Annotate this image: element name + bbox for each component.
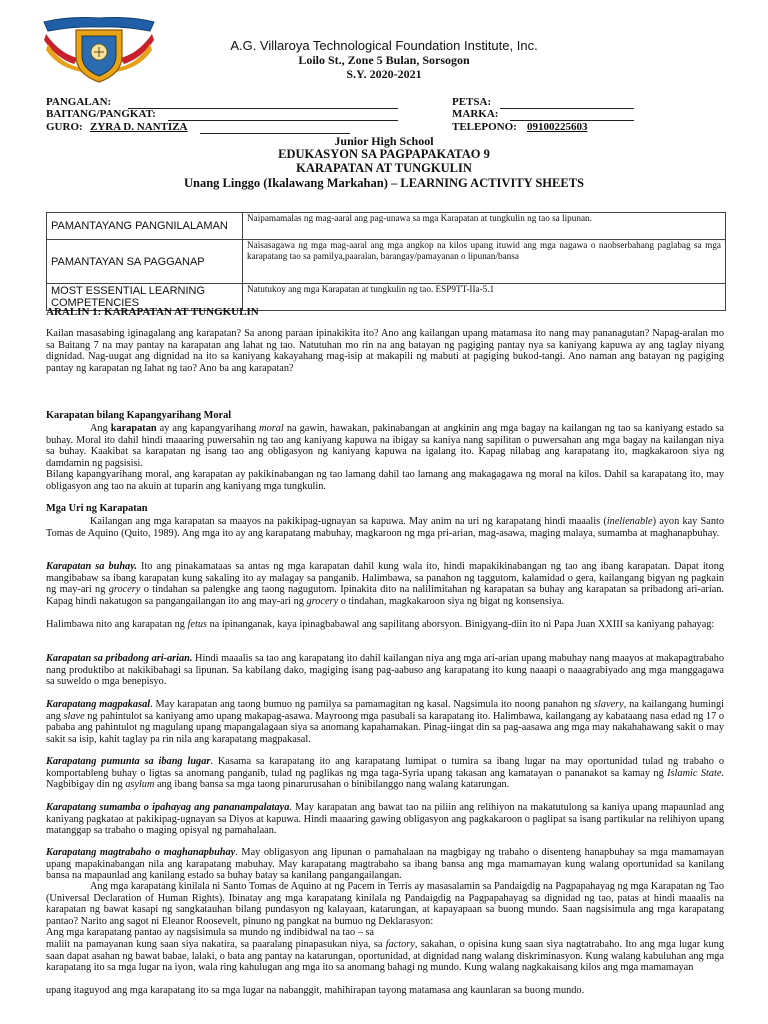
table-label: MOST ESSENTIAL LEARNING COMPETENCIES [47,284,243,311]
date-field[interactable] [500,108,634,109]
competency-table [46,212,726,311]
magpakasal-paragraph: Karapatang magpakasal. May karapatan ang taong bumuo ng pamilya sa pamamagitan ng kasal. Nagsimula ito noong panahon ng slavery, na kailangang humingi ang slave ng pahintulot sa kaniyang amo upang makapag-asawa. Mayroong mga pasubali sa karapatang ito. Halimbawa, kailangang ay kabataang nasa edad ng 17 o pababa ang pahintulot ng magulang upang mapangalagaan siya sa anomang kapahamakan. Pinag-iingat din sa pag-aasawa ang mga may nakahahawang sakit o may sakit sa isip, kahit taglay pa rin nila ang karapatang magpakasal. [46,699,725,745]
grade-label: BAITANG/PANGKAT: [46,108,156,120]
ibang-lugar-paragraph: Karapatang pumunta sa ibang lugar. Kasama sa karapatang ito ang karapatang lumipat o tumira sa ibang lugar na may oportunidad tulad ng trabaho o komportableng buhay o ligtas sa anomang panganib, tulad ng paglikas ng mga taga-Syria upang takasan ang kamatayan o pananakot sa kamay ng Islamic State. Nagbibigay din ng asylum ang ibang bansa sa mga taong pinarurusahan o binibilanggo nang walang katarungan. [46,756,724,791]
magtrabaho-paragraph: Karapatang magtrabaho o maghanapbuhay. May obligasyon ang lipunan o pamahalaan na magbigay ng trabaho o disenteng hanapbuhay sa mga mamamayan upang mapakinabangan nila ang karapatang mabuhay. May karapatang magtrabaho sa ibang bansa ang mga mamamayan kung walang oportunidad sa kanilang bansa na mapaunlad ang kanilang estado sa buhay batay sa kanilang pangangailangan. [46,847,724,882]
table-value: Natutukoy ang mga Karapatan at tungkulin ng tao. ESP9TT-IIa-5.1 [243,284,726,311]
table-row [47,213,726,240]
institution-name: A.G. Villaroya Technological Foundation Institute, Inc. [230,38,538,53]
topic-title: KARAPATAN AT TUNGKULIN [296,161,472,175]
buhay-paragraph: Karapatan sa buhay. Ito ang pinakamataas sa antas ng mga karapatan dahil kung wala ito, hindi mapakikinabangan ng tao ang ibang karapatan. Dapat itong mangibabaw sa ibang karapatan kung sakaling ito ay malagay sa panganib. Halimbawa, sa panahon ng taggutom, kalamidad o gera, kailangang bigyan ng pagkain ng may-ari ng grocery o tindahan sa palengke ang taong nagugutom. Ipinakita dito na nalilimitahan ng karapatan sa buhay ang karapatan sa pribadong ari-arian. Kapag hindi nakatugon sa pangangailangan ito ang may-ari ng grocery o tindahan, magkakaroon siya ng bigat ng konsensiya. [46,561,724,607]
table-label: PAMANTAYANG PANGNILALAMAN [47,213,243,240]
school-year: S.Y. 2020-2021 [346,67,422,81]
phone-value: 09100225603 [527,121,588,133]
name-field[interactable] [128,108,398,109]
moral-paragraph-1: Ang karapatan ay ang kapangyarihang moral na gawin, hawakan, pakinabangan at angkinin ang mga bagay na kailangan ng tao sa kaniyang estado sa buhay. Moral ito dahil hindi maaaring puwersahin ng tao ang kaniyang kapuwa na ibigay sa kaniya nang sapilitan o puwersahan ang mga bagay na kailangan niya sa buhay. Kaakibat sa karapatan ng isang tao ang obligasyon ng kaniyang kapuwa na igalang ito. Kapag nilabag ang karapatang ito, magkakaroon siya ng damdamin ng pagsisisi. [46,423,724,469]
level-title: Junior High School [334,134,434,148]
school-address: Loilo St., Zone 5 Bulan, Sorsogon [298,53,470,67]
ari-arian-paragraph: Karapatan sa pribadong ari-arian. Hindi maaalis sa tao ang karapatang ito dahil kailangan niya ang mga ari-arian upang mabuhay nang maayos at makapagtrabaho nang produktibo at nakikibahagi sa lipunan. Sa kabilang dako, magiging isang pag-aabuso ang karapatang ito kung naaapi o naaagrabiyado ang mga manggagawa sa suweldo o mga benepisyo. [46,653,725,688]
phone-label: TELEPONO: [452,121,517,133]
grade-field[interactable] [168,120,398,121]
table-row [47,240,726,284]
sumamba-paragraph: Karapatang sumamba o ipahayag ang pananampalataya. May karapatan ang bawat tao na piliin ang relihiyon na makatutulong sa kaniya upang mapaunlad ang kaniyang pagkatao at pakikipag-ugnayan sa Diyos at kapuwa. Hindi maaaring gawing obligasyon ang pagkakaroon o paglipat sa isang partikular na relihiyon upang matanggap sa trabaho o maging opisyal ng pamahalaan. [46,802,724,837]
quote-paragraph: maliit na pamayanan kung saan siya nakatira, sa paaralang pinapasukan niya, sa factory, sakahan, o opisina kung saan siya nagtatrabaho. Ito ang mga lugar kung saan dapat asahan ng bawat babae, lalaki, o bata ang pantay na katarungan, oportunidad, at dignidad nang walang diskriminasyon. Kung walang kabuluhan ang mga karapatang ito sa mga lugar na iyon, wala ring kahulugan ang mga ito sa anomang bahagi ng mundo. Kung walang nagkakaisang kilos ang mga mamamayan [46,939,725,974]
table-label: PAMANTAYAN SA PAGGANAP [47,240,243,284]
fetus-paragraph: Halimbawa nito ang karapatan ng fetus na ipinanganak, kaya ipinagbabawal ang sapilitang aborsyon. Binigyang-diin ito ni Papa Juan XXIII sa kaniyang pahayag: [46,619,715,630]
table-value: Naisasagawa ng mga mag-aaral ang mga angkop na kilos upang ituwid ang mga nagawa o naobserbahang paglabag sa mga karapatang tao sa pamilya,paaralan, barangay/pamayanan o lipunan/bansa [243,240,726,284]
subject-title: EDUKASYON SA PAGPAPAKATAO 9 [278,147,490,161]
quote-line-3: upang itaguyod ang mga karapatang ito sa mga lugar na nabanggit, mahihirapan tayong matamasa ang kaunlaran sa buong mundo. [46,985,585,996]
lesson-title: ARALIN 1: KARAPATAN AT TUNGKULIN [46,306,259,318]
score-label: MARKA: [452,108,499,120]
intro-paragraph: Kailan masasabing iginagalang ang karapatan? Sa anong paraan ipinakikita ito? Ano ang kailangan upang matamasa ito nang may pananagutan? Napag-aralan mo sa Baitang 7 na may pantay na karapatan ang lahat ng tao. Natutuhan mo rin na ang batayan ng pagiging pantay nya sa kaniyang kapuwa ay ang taglay niyang dignidad. Nag-uugat ang dignidad na ito sa kaniyang kakayahang mag-isip at makapili ng mabuti at pagiging bukod-tangi. Ano naman ang batayan ng pagiging pantay ng karapatan ng lahat ng tao? Ano ba ang karapatan? [46,328,724,374]
quote-line-1: Ang mga karapatang pantao ay nagsisimula sa mundo ng indibidwal na tao – sa [46,927,374,938]
moral-paragraph-2: Bilang kapangyarihang moral, ang karapatan ay pakikinabangan ng tao lamang dahil tao lamang ang makagagawa ng moral na kilos. Dahil sa karapatang ito, may obligasyon ang tao na akuin at tuparin ang kaniyang mga tungkulin. [46,469,724,492]
teacher-value: ZYRA D. NANTIZA [90,121,188,133]
date-label: PETSA: [452,96,492,108]
week-title: Unang Linggo (Ikalawang Markahan) – LEARNING ACTIVITY SHEETS [184,176,584,190]
types-heading: Mga Uri ng Karapatan [46,503,148,514]
teacher-label: GURO: [46,121,83,133]
name-label: PANGALAN: [46,96,112,108]
moral-heading: Karapatan bilang Kapangyarihang Moral [46,410,232,421]
types-paragraph: Kailangan ang mga karapatan sa maayos na pakikipag-ugnayan sa kapuwa. May anim na uri ng karapatang hindi maaalis (inelienable) ayon kay Santo Tomas de Aquino (Quito, 1989). Ang mga ito ay ang karapatang mabuhay, magkaroon ng mga pri-arian, mag-asawa, maging malaya, sumamba at maghanapbuhay. [46,516,724,539]
table-value: Naipamamalas ng mag-aaral ang pag-unawa sa mga Karapatan at tungkulin ng tao sa lipunan. [243,213,726,240]
declaration-paragraph: Ang mga karapatang kinilala ni Santo Tomas de Aquino at ng Pacem in Terris ay masasalamin sa Pandaigdig na Pagpapahayag ng mga Karapatan ng Tao (Universal Declaration of Human Rights). Ibinatay ang mga karapatang kinilala ng Pandaigdig na Pagpapahayag sa dignidad ng tao, patas at hindi maaalis na karapatan ng bawat kasapi ng sangkatauhan bilang pundasyon ng kalayaan, katarungan, at kapayapaan sa buong mundo. Saan nagsisimula ang mga karapatang pantao? Narito ang sagot ni Eleanor Roosevelt, pinuno ng pangkat na bumuo ng Deklarasyon: [46,881,724,927]
